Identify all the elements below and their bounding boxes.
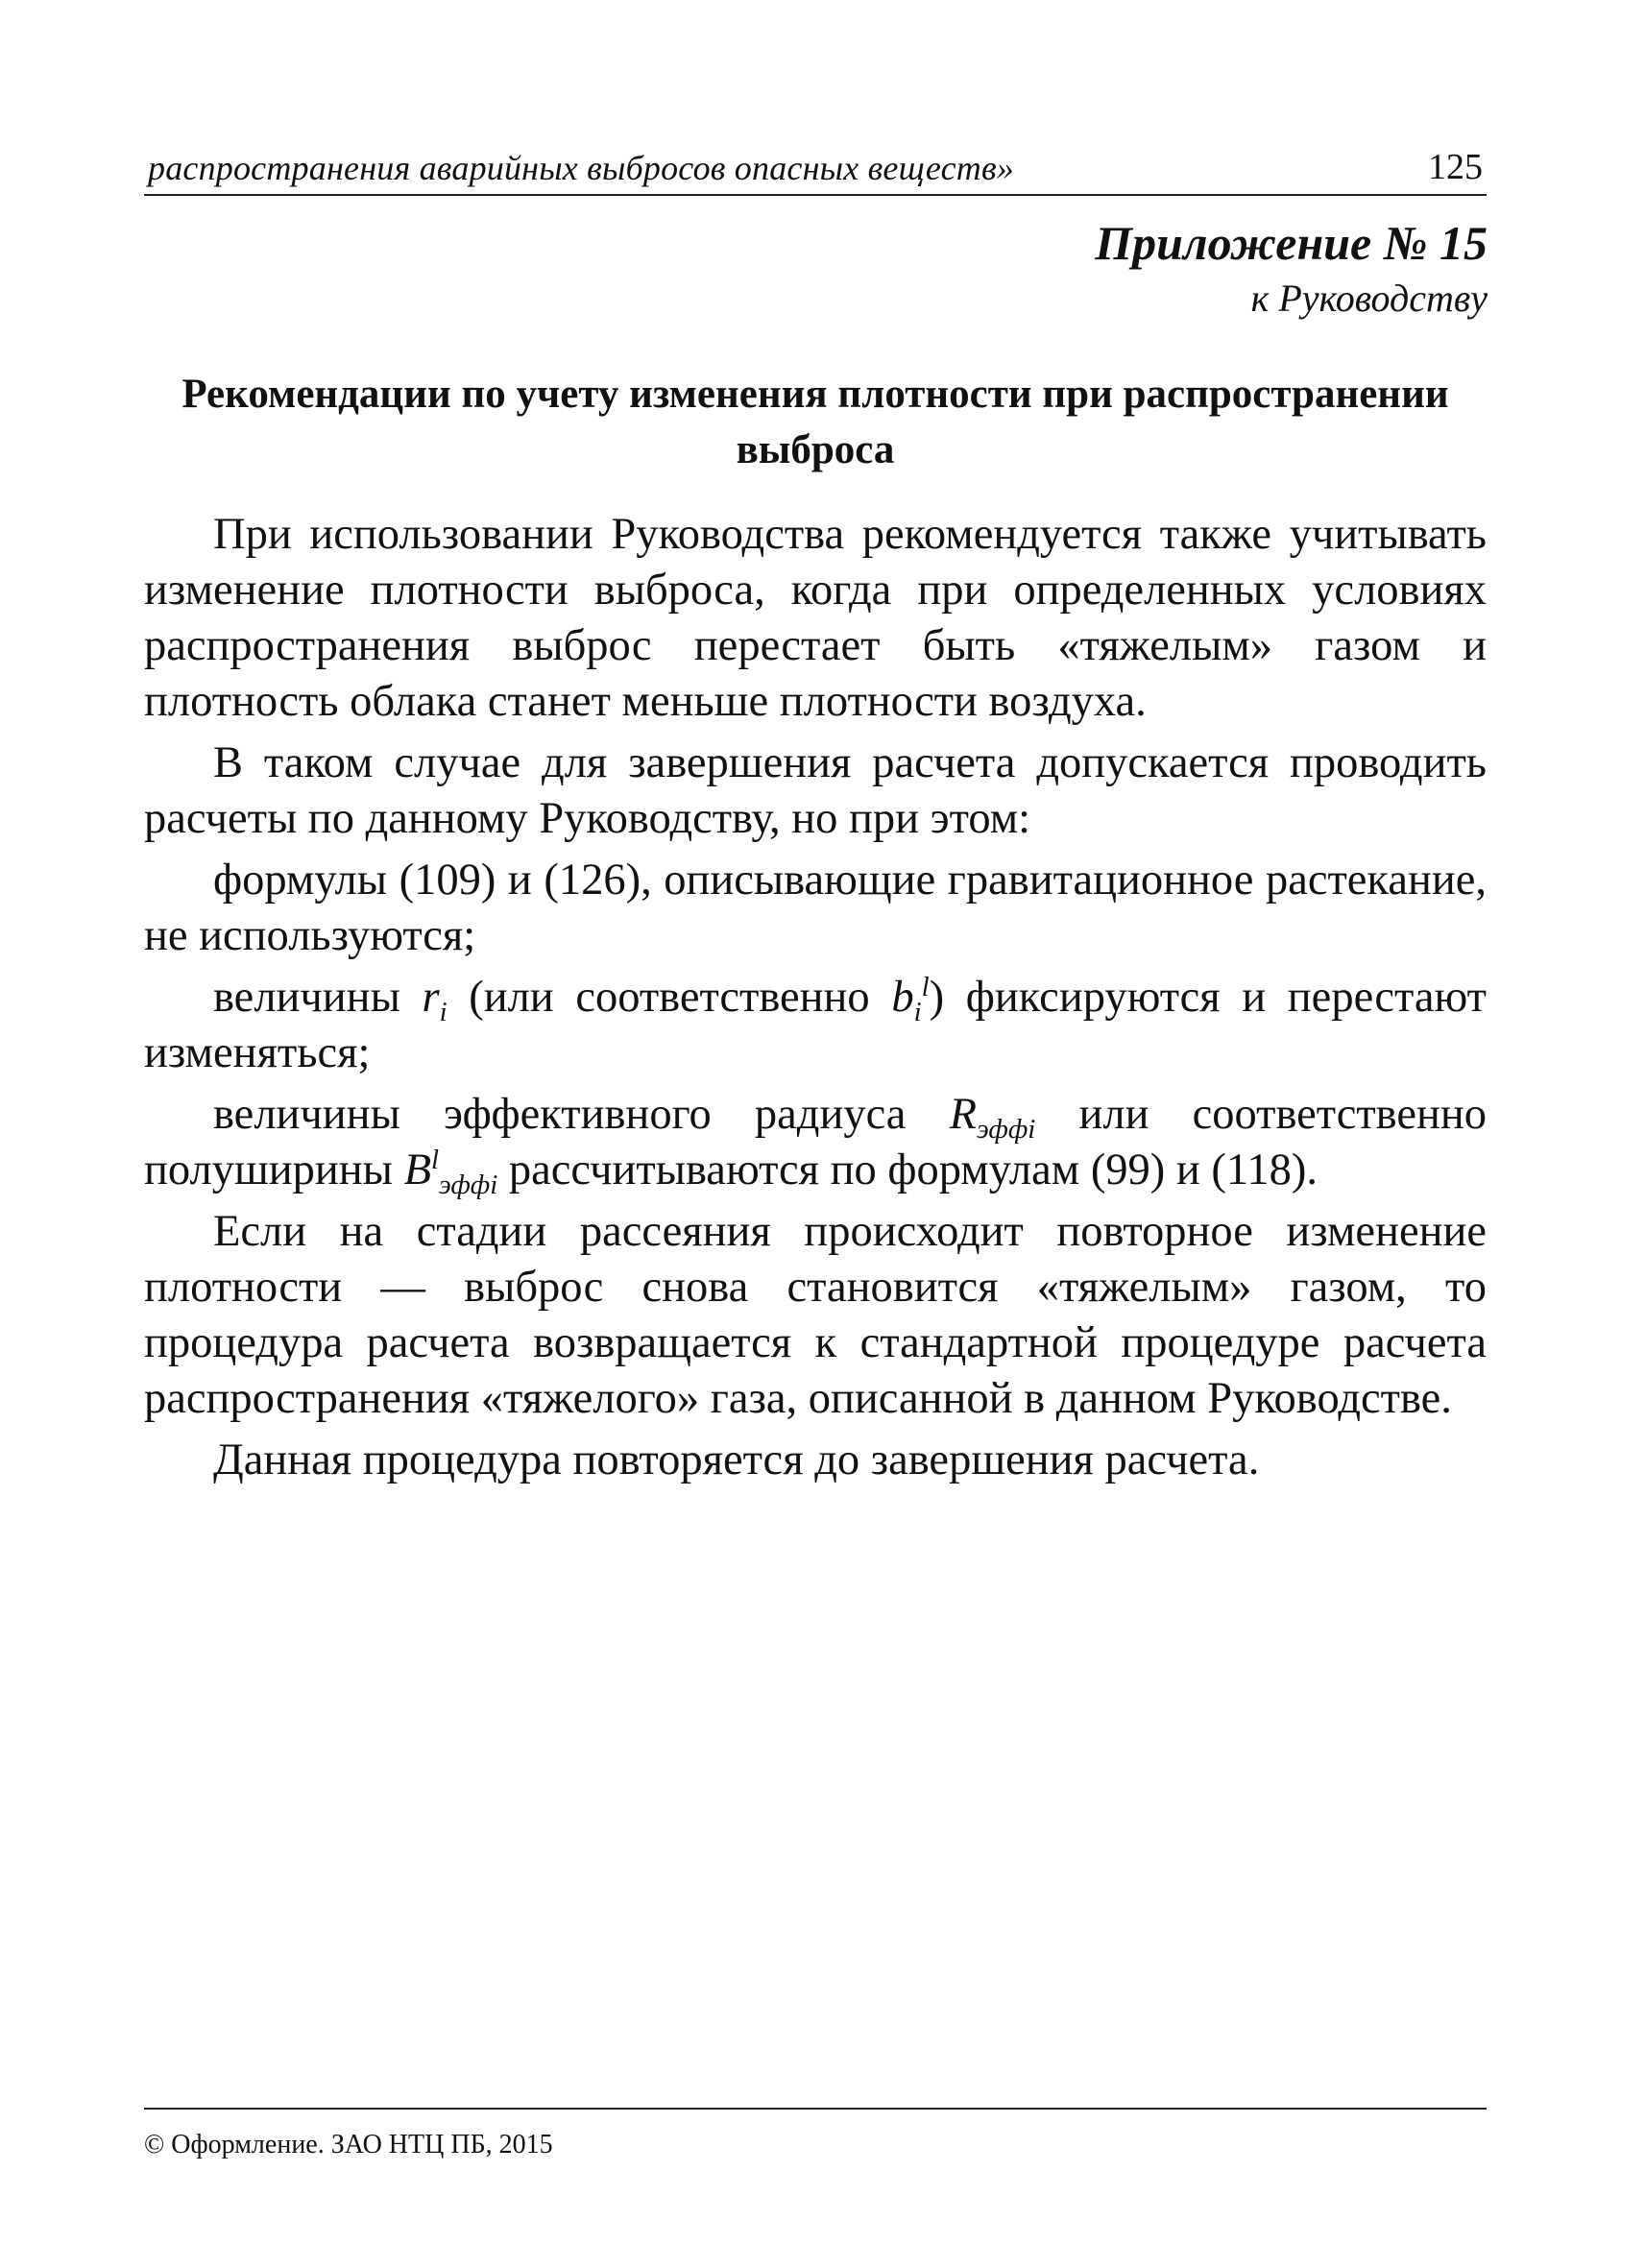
var-b-superscript: l	[921, 972, 930, 1003]
running-header	[144, 136, 1487, 196]
footer-divider	[144, 2108, 1487, 2110]
p5-text-a: величины эффективного радиуса	[213, 1090, 950, 1139]
footer-copyright: © Оформление. ЗАО НТЦ ПБ, 2015	[144, 2130, 553, 2159]
var-R: R	[949, 1090, 978, 1139]
paragraph-4	[144, 970, 1487, 1081]
body-text	[144, 507, 1487, 1494]
var-B: B	[403, 1146, 431, 1194]
section-heading-line1: Рекомендации по учету изменения плотности при распространении	[181, 372, 1449, 417]
var-B-superscript: l	[430, 1145, 439, 1176]
var-r-subscript: i	[439, 997, 448, 1028]
paragraph-7: Данная процедура повторяется до завершения расчета.	[213, 1436, 1260, 1484]
running-title: распространения аварийных выбросов опасных веществ»	[148, 149, 1014, 187]
p4-text-a: величины	[213, 973, 423, 1022]
appendix-subtitle: к Руководству	[1250, 277, 1488, 320]
var-R-subscript: эффi	[977, 1114, 1036, 1146]
p4-text-b: (или соответственно	[447, 973, 892, 1022]
var-B-subscript: эффi	[438, 1170, 498, 1201]
p4-text-c: ) фиксируются и перестают изменяться;	[144, 973, 1487, 1077]
appendix-label	[1095, 213, 1488, 325]
section-heading	[144, 367, 1487, 478]
p5-text-c: рассчитываются по формулам (99) и (118).	[497, 1146, 1318, 1194]
paragraph-6: Если на стадии рассеяния происходит повторное изменение плотности — выброс снова становится «тяжелым» газом, то процедура расчета возвращается к стандартной процедуре расчета распространения «тяжелого» газа, описанной в данном Руководстве.	[144, 1207, 1487, 1423]
paragraph-1: При использовании Руководства рекомендуется также учитывать изменение плотности выброса, когда при определенных условиях распространения выброс перестает быть «тяжелым» газом и плотность облака станет меньше плотности воздуха.	[144, 510, 1487, 726]
p5-text-b: или соответственно полуширины	[144, 1090, 1487, 1194]
var-b: b	[891, 973, 914, 1022]
appendix-title: Приложение № 15	[1095, 216, 1488, 270]
var-r: r	[422, 973, 440, 1022]
paragraph-5	[144, 1087, 1487, 1201]
paragraph-2: В таком случае для завершения расчета допускается проводить расчеты по данному Руководству, но при этом:	[144, 738, 1487, 843]
section-heading-line2: выброса	[736, 427, 895, 472]
paragraph-3: формулы (109) и (126), описывающие гравитационное растекание, не используются;	[144, 856, 1487, 960]
var-b-subscript: i	[913, 997, 922, 1028]
page-number: 125	[1428, 147, 1483, 187]
